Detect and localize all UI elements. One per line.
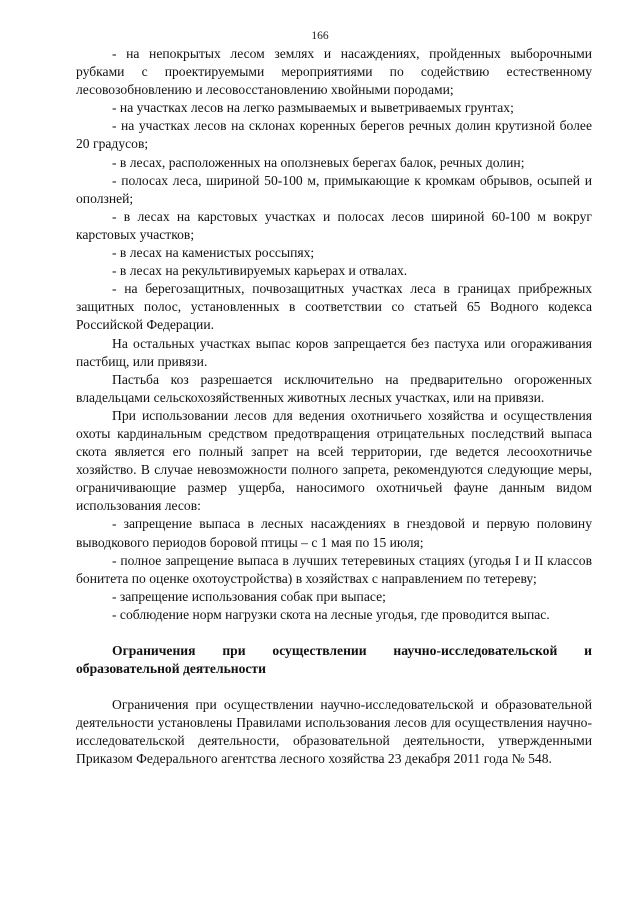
list-item: - полосах леса, шириной 50-100 м, примыкающие к кромкам обрывов, осыпей и оползней; [76,172,592,206]
page-number: 166 [311,30,329,42]
list-item: - на непокрытых лесом землях и насаждениях, пройденных выборочными рубками с проектируемыми мероприятиями по содействию естественному лесовозобновлению и лесовосстановлению хвойными породами; [76,46,592,98]
list-item: - соблюдение норм нагрузки скота на лесные угодья, где проводится выпас. [112,606,550,622]
document-body [76,45,592,769]
paragraph: При использовании лесов для ведения охотничьего хозяйства и осуществления охоты кардинальным средством предотвращения отрицательных последствий выпаса скота является его полный запрет на всей территории, где ведется лесоохотничье хозяйство. В случае невозможности полного запрета, рекомендуются следующие меры, ограничивающие размер ущерба, наносимого охотничьей фауне данным видом использования лесов: [76,407,592,514]
list-item: - запрещение выпаса в лесных насаждениях в гнездовой и первую половину выводкового периодов боровой птицы – с 1 мая по 15 июля; [76,516,592,550]
list-item: - в лесах на рекультивируемых карьерах и отвалах. [112,263,408,279]
list-item: - в лесах на карстовых участках и полосах лесов шириной 60-100 м вокруг карстовых участков; [76,208,592,242]
spacer [76,678,592,696]
list-item: - полное запрещение выпаса в лучших тетеревиных стациях (угодья I и II классов бонитета по оценке охотоустройства) в хозяйствах с направлением по тетереву; [76,552,592,586]
list-item: - на участках лесов на склонах коренных берегов речных долин крутизной более 20 градусов; [76,118,592,152]
list-item: - в лесах, расположенных на оползневых берегах балок, речных долин; [112,154,525,170]
spacer [76,624,592,642]
paragraph: Ограничения при осуществлении научно-исследовательской и образовательной деятельности установлены Правилами использования лесов для осуществления научно-исследовательской деятельности, образовательной деятельности, утвержденными Приказом Федерального агентства лесного хозяйства 23 декабря 2011 года № 548. [76,697,592,767]
list-item: - на участках лесов на легко размываемых и выветриваемых грунтах; [112,100,514,116]
list-item: - на берегозащитных, почвозащитных участках леса в границах прибрежных защитных полос, установленных в соответствии со статьей 65 Водного кодекса Российской Федерации. [76,281,592,333]
paragraph: На остальных участках выпас коров запрещается без пастуха или огораживания пастбищ, или привязи. [76,335,592,369]
list-item: - в лесах на каменистых россыпях; [112,245,315,261]
paragraph: Пастьба коз разрешается исключительно на предварительно огороженных владельцами сельскохозяйственных животных лесных участках, или на привязи. [76,371,592,405]
list-item: - запрещение использования собак при выпасе; [112,588,386,604]
section-heading: Ограничения при осуществлении научно-исследовательской и образовательной деятельности [76,643,592,677]
